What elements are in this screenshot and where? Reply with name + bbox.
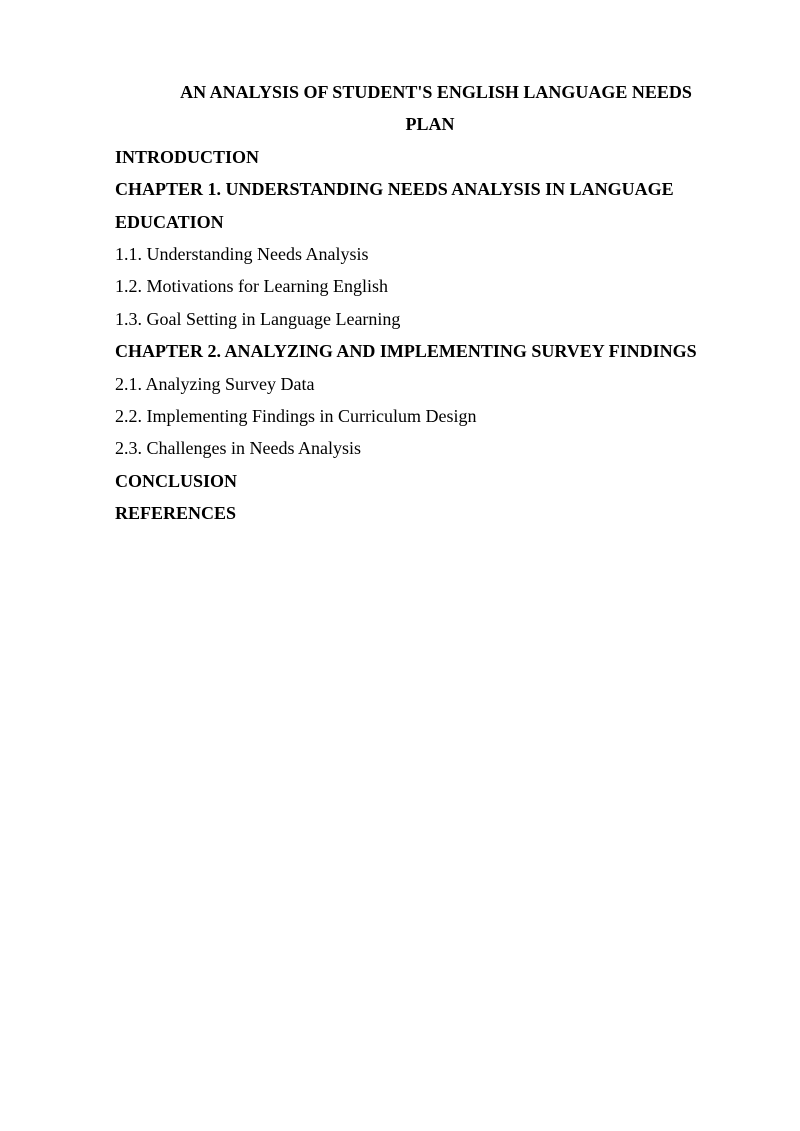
outline-heading-chapter-1-continued: EDUCATION — [115, 211, 224, 232]
outline-heading-references: REFERENCES — [115, 503, 237, 524]
outline-item-2-2: 2.2. Implementing Findings in Curriculum Design — [115, 406, 477, 427]
document-content — [115, 76, 745, 530]
outline-heading-chapter-1: CHAPTER 1. UNDERSTANDING NEEDS ANALYSIS IN LANGUAGE — [115, 179, 674, 200]
outline-heading-introduction: INTRODUCTION — [115, 146, 260, 167]
outline-item-2-1: 2.1. Analyzing Survey Data — [115, 373, 315, 394]
outline-item-2-3: 2.3. Challenges in Needs Analysis — [115, 438, 361, 459]
outline-heading-chapter-2: CHAPTER 2. ANALYZING AND IMPLEMENTING SURVEY FINDINGS — [115, 341, 697, 362]
outline-heading-conclusion: CONCLUSION — [115, 470, 238, 491]
outline-item-1-1: 1.1. Understanding Needs Analysis — [115, 244, 369, 265]
outline-item-1-3: 1.3. Goal Setting in Language Learning — [115, 308, 401, 329]
document-title: AN ANALYSIS OF STUDENT'S ENGLISH LANGUAGE NEEDS — [180, 82, 692, 102]
outline-item-1-2: 1.2. Motivations for Learning English — [115, 276, 388, 297]
document-subtitle: PLAN — [405, 114, 455, 135]
